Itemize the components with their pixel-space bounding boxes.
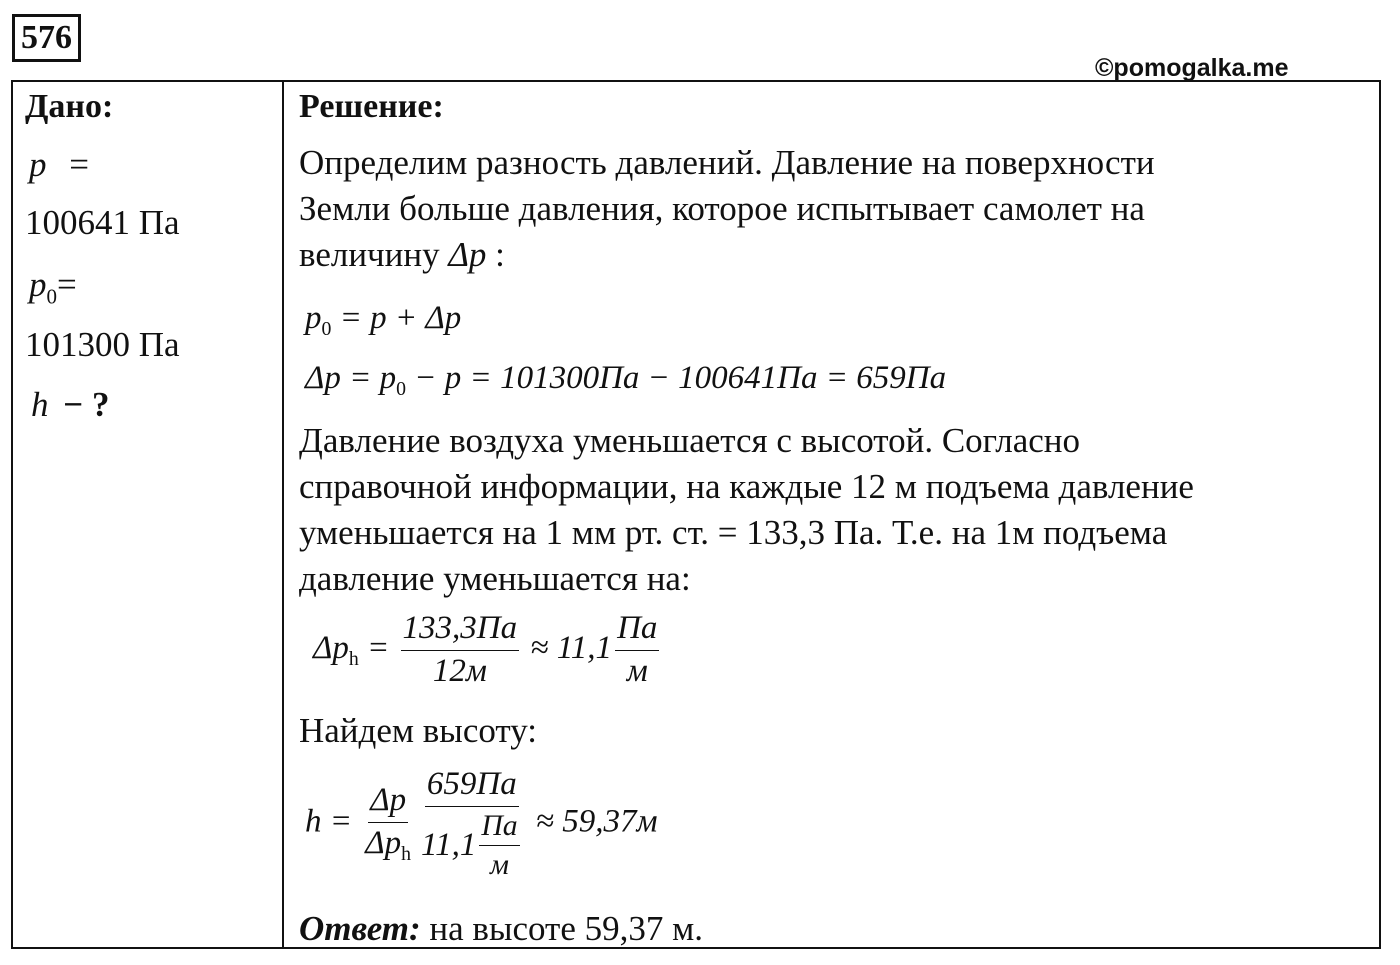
given-p0-value: 101300 Па [25, 325, 180, 364]
given-p0-label [29, 262, 77, 319]
para1-line3-end: : [486, 235, 505, 274]
eq4-f2-num: 659Па [425, 766, 519, 807]
column-divider [282, 82, 284, 947]
para2-line3: уменьшается на 1 мм рт. ст. = 133,3 Па. Т.е. на 1м подъема [299, 513, 1168, 552]
eq4-f1-den [363, 823, 413, 866]
delta-p-inline: Δp [448, 235, 487, 274]
eq4-f1-den-main: Δp [365, 825, 402, 862]
eq4-f2-den [419, 807, 525, 882]
para1-line3-text: величину [299, 235, 449, 274]
answer-label: Ответ: [299, 909, 421, 948]
eq4-f1-num: Δp [368, 782, 408, 823]
p-symbol: p [29, 145, 47, 184]
equation-pressure-per-meter [313, 610, 662, 691]
equation-pressure-difference [305, 360, 946, 401]
eq3-equals: = [358, 630, 398, 667]
para1-line1: Определим разность давлений. Давление на поверхности [299, 143, 1155, 182]
eq2-part-a: Δp = p [305, 360, 397, 396]
h-symbol: h [31, 385, 49, 424]
problem-number: 576 [12, 14, 81, 62]
eq4-fraction-2 [419, 766, 525, 882]
watermark: ©pomogalka.me [1095, 54, 1289, 82]
eq1-lhs-sub: 0 [321, 317, 332, 340]
answer-line [299, 906, 703, 952]
p0-symbol: p [29, 265, 47, 304]
eq4-fraction-1 [363, 782, 413, 866]
eq4-f2-den-unit-den: м [490, 849, 509, 882]
eq4-lhs: h = [305, 803, 361, 840]
para3: Найдем высоту: [299, 711, 537, 750]
eq2-sub: 0 [396, 377, 407, 400]
p0-equals: = [57, 265, 77, 304]
eq4-f2-den-pre: 11,1 [421, 826, 477, 863]
para2-line2: справочной информации, на каждые 12 м подъема давление [299, 467, 1194, 506]
eq4-f2-den-unit [479, 809, 519, 882]
equation-height [305, 766, 658, 882]
equation-pressure-sum [305, 300, 461, 341]
p0-subscript: 0 [46, 284, 57, 309]
eq4-result: ≈ 59,37м [527, 803, 658, 840]
eq3-unit-fraction [615, 610, 659, 691]
eq3-lhs: Δp [313, 630, 349, 667]
eq3-denominator: 12м [432, 652, 487, 689]
eq3-lhs-sub: h [348, 647, 359, 670]
eq3-unit-num: Па [615, 610, 659, 651]
eq4-f2-den-unit-num: Па [479, 809, 519, 846]
eq3-fraction [401, 610, 520, 691]
solution-header: Решение: [299, 88, 444, 125]
p-equals: = [69, 145, 89, 184]
eq2-part-b: − p = 101300Па − 100641Па = 659Па [406, 360, 947, 396]
given-p-label [29, 142, 89, 188]
eq3-numerator: 133,3Па [401, 610, 520, 651]
answer-text: на высоте 59,37 м. [420, 909, 704, 948]
para2-line1: Давление воздуха уменьшается с высотой. Согласно [299, 421, 1081, 460]
solution-table [11, 80, 1381, 949]
h-question: − ? [63, 385, 110, 424]
given-header: Дано: [25, 88, 114, 125]
eq3-approx: ≈ 11,1 [522, 630, 613, 667]
para2-line4: давление уменьшается на: [299, 559, 691, 598]
given-p-value: 100641 Па [25, 203, 180, 242]
eq1-rhs: = p + Δp [331, 300, 462, 336]
given-unknown [31, 382, 109, 428]
para1-line3 [299, 232, 505, 278]
eq4-f1-den-sub: h [401, 843, 412, 866]
para1-line2: Земли больше давления, которое испытывает самолет на [299, 189, 1145, 228]
eq1-lhs: p [305, 300, 322, 336]
eq3-unit-den: м [626, 652, 648, 689]
